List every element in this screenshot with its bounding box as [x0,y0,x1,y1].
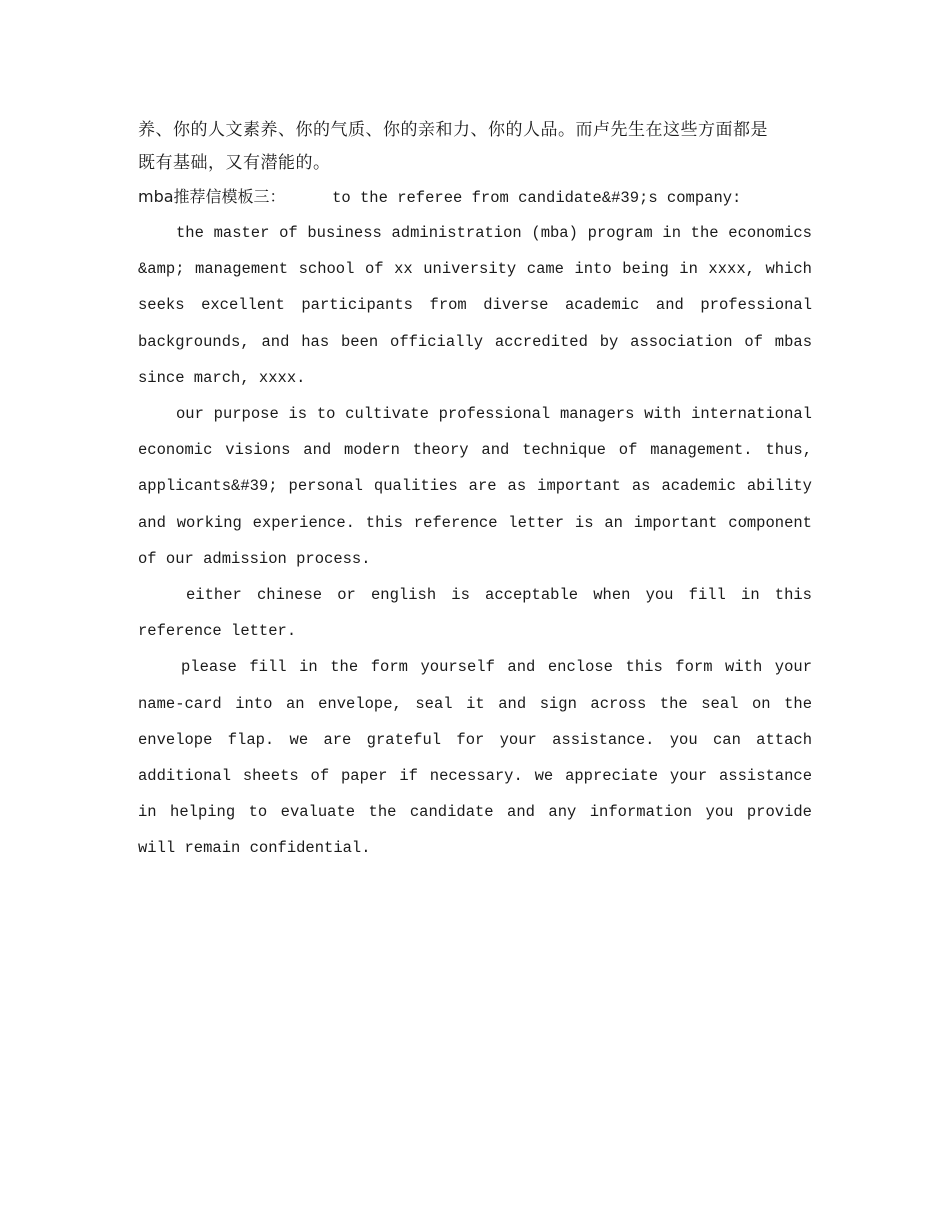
section-heading-en [286,189,742,207]
paragraph-purpose: our purpose is to cultivate professional managers with international economic visions and modern theory and technique of management. thus, applicants&#39; personal qualities are as important as academic ability and working experience. this reference letter is an important component of our admission process. [138,405,812,568]
section-heading [138,180,812,215]
document-page [138,114,812,867]
section-heading-en-text: to the referee from candidate&#39;s company: [332,189,742,207]
intro-line-1: 养、你的人文素养、你的气质、你的亲和力、你的人品。而卢先生在这些方面都是 [138,120,768,140]
paragraph-instructions: please fill in the form yourself and enclose this form with your name-card into an envelope, seal it and sign across the seal on the envelope flap. we are grateful for your assistance. you can attach additional sheets of paper if necessary. we appreciate your assistance in helping to evaluate the candidate and any information you provide will remain confidential. [138,658,812,858]
paragraph-language: either chinese or english is acceptable when you fill in this reference letter. [138,586,812,641]
intro-line-2: 既有基础，又有潜能的。 [138,153,331,173]
paragraph-program: the master of business administration (mba) program in the economics &amp; management school of xx university came into being in xxxx, which seeks excellent participants from diverse academic and professional backgrounds, and has been officially accredited by association of mbas since march, xxxx. [138,224,812,387]
section-heading-cn: mba推荐信模板三： [138,187,286,206]
